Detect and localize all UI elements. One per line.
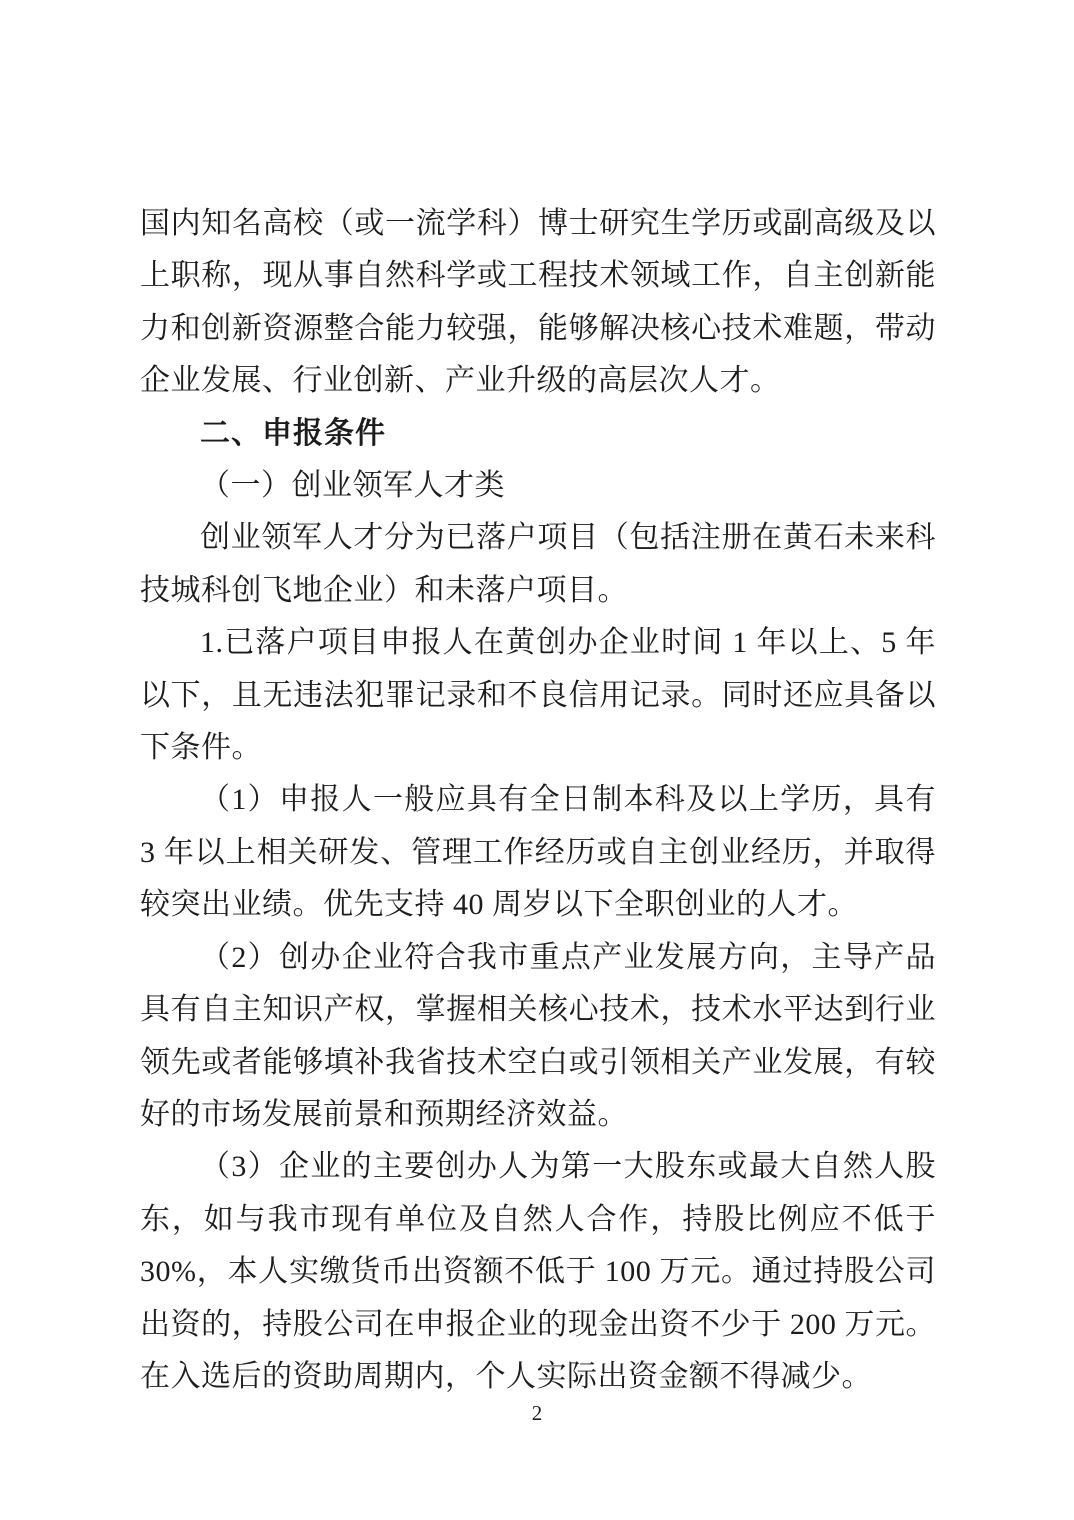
paragraph-condition-1-education: （1）申报人一般应具有全日制本科及以上学历，具有 3 年以上相关研发、管理工作经历或自主创业经历，并取得较突出业绩。优先支持 40 周岁以下全职创业的人才。 (140, 783, 936, 922)
section-heading-application-conditions: 二、申报条件 (200, 416, 386, 450)
page-number: 2 (531, 1401, 543, 1425)
paragraph-settled-project-requirements: 1.已落户项目申报人在黄创办企业时间 1 年以上、5 年以下，且无违法犯罪记录和不良信用记录。同时还应具备以下条件。 (140, 626, 936, 765)
subsection-heading-entrepreneurial-leading-talent: （一）创业领军人才类 (200, 469, 505, 503)
paragraph-condition-2-enterprise: （2）创办企业符合我市重点产业发展方向，主导产品具有自主知识产权，掌握相关核心技术，技术水平达到行业领先或者能够填补我省技术空白或引领相关产业发展，有较好的市场发展前景和预期经济效益。 (140, 940, 936, 1131)
paragraph-project-categories: 创业领军人才分为已落户项目（包括注册在黄石未来科技城科创飞地企业）和未落户项目。 (140, 521, 936, 607)
paragraph-condition-3-shareholding: （3）企业的主要创办人为第一大股东或最大自然人股东，如与我市现有单位及自然人合作，持股比例应不低于 30%，本人实缴货币出资额不低于 100 万元。通过持股公司出资的，持股公司在申报企业的现金出资不少于 200 万元。在入选后的资助周期内，个人实际出资金额不得减少。 (140, 1150, 936, 1393)
paragraph-talent-definition: 国内知名高校（或一流学科）博士研究生学历或副高级及以上职称，现从事自然科学或工程技术领域工作，自主创新能力和创新资源整合能力较强，能够解决核心技术难题，带动企业发展、行业创新、产业升级的高层次人才。 (140, 207, 936, 398)
document-body (140, 198, 936, 1403)
